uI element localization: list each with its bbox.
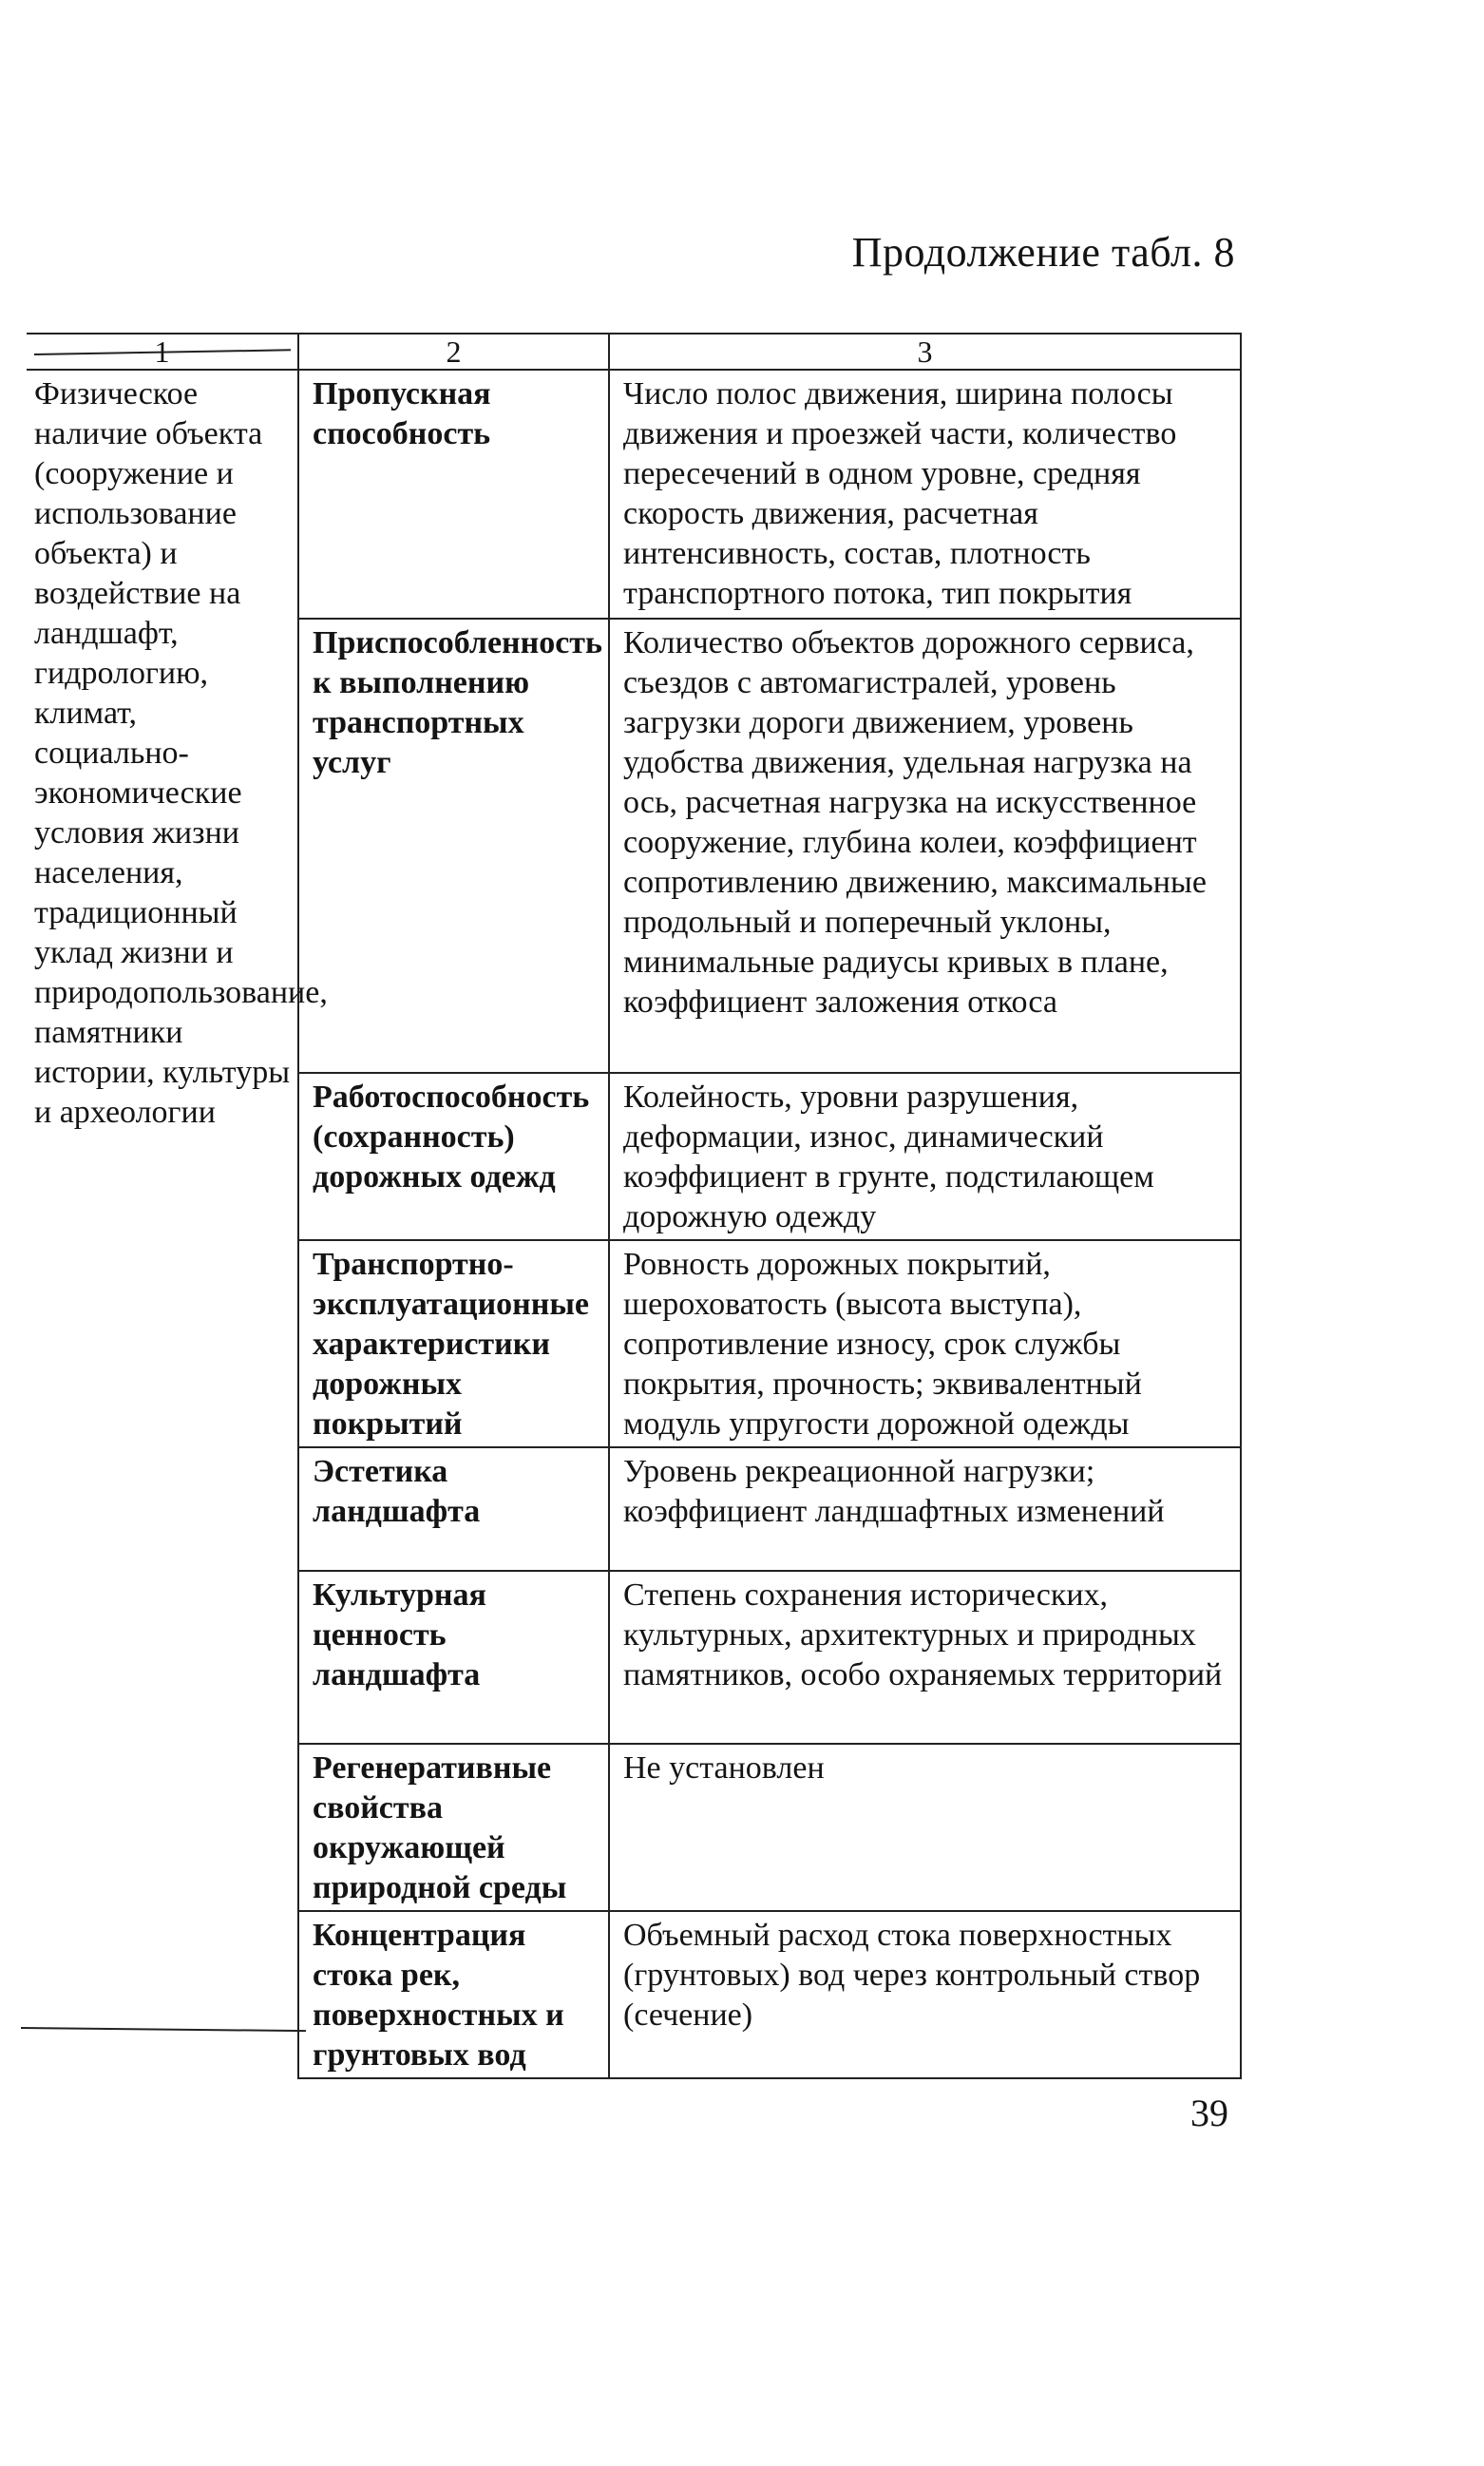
indicator-cell: Эстетика ландшафта: [298, 1447, 609, 1571]
indicator-cell: Культурная ценность ландшафта: [298, 1571, 609, 1744]
column-header-3: 3: [609, 334, 1241, 370]
column-header-1: 1: [27, 334, 298, 370]
page-number: 39: [1190, 2092, 1228, 2134]
indicator-cell: Работоспособность (сохранность) дорожных одежд: [298, 1073, 609, 1240]
criteria-cell: Колейность, уровни разрушения, деформации, износ, динамический коэффициент в грунте, подстилающем дорожную одежду: [609, 1073, 1241, 1240]
table-row: [27, 370, 1241, 619]
table-continuation-caption: Продолжение табл. 8: [851, 229, 1235, 276]
criteria-cell: Количество объектов дорожного сервиса, съездов с автомагистралей, уровень загрузки дороги движением, уровень удобства движения, удельная нагрузка на ось, расчетная нагрузка на искусственное сооружение, глубина колеи, коэффициент сопротивлению движению, максимальные продольный и поперечный уклоны, минимальные радиусы кривых в плане, коэффициент заложения откоса: [609, 619, 1241, 1073]
criteria-cell: Не установлен: [609, 1744, 1241, 1911]
criteria-cell: Число полос движения, ширина полосы движения и проезжей части, количество пересечений в одном уровне, средняя скорость движения, расчетная интенсивность, состав, плотность транспортного потока, тип покрытия: [609, 370, 1241, 619]
column-header-2: 2: [298, 334, 609, 370]
data-table: [27, 333, 1242, 2079]
criteria-cell: Ровность дорожных покрытий, шероховатость (высота выступа), сопротивление износу, срок службы покрытия, прочность; эквивалентный модуль упругости дорожной одежды: [609, 1240, 1241, 1447]
criteria-cell: Объемный расход стока поверхностных (грунтовых) вод через контрольный створ (сечение): [609, 1911, 1241, 2078]
criteria-cell: Уровень рекреационной нагрузки; коэффициент ландшафтных изменений: [609, 1447, 1241, 1571]
indicator-cell: Приспособленность к выполнению транспортных услуг: [298, 619, 609, 1073]
criteria-cell: Степень сохранения исторических, культурных, архитектурных и природных памятников, особо охраняемых территорий: [609, 1571, 1241, 1744]
header-row: [27, 334, 1241, 370]
indicator-cell: Транспортно-эксплуатационные характеристики дорожных покрытий: [298, 1240, 609, 1447]
indicator-cell: Регенеративные свойства окружающей природной среды: [298, 1744, 609, 1911]
indicator-cell: Концентрация стока рек, поверхностных и грунтовых вод: [298, 1911, 609, 2078]
factor-cell: Физическое наличие объекта (сооружение и использование объекта) и воздействие на ландшафт, гидрологию, климат, социально-экономические условия жизни населения, традиционный уклад жизни и природопользование, памятники истории, культуры и археологии: [34, 376, 328, 1130]
indicator-cell: Пропускная способность: [298, 370, 609, 619]
